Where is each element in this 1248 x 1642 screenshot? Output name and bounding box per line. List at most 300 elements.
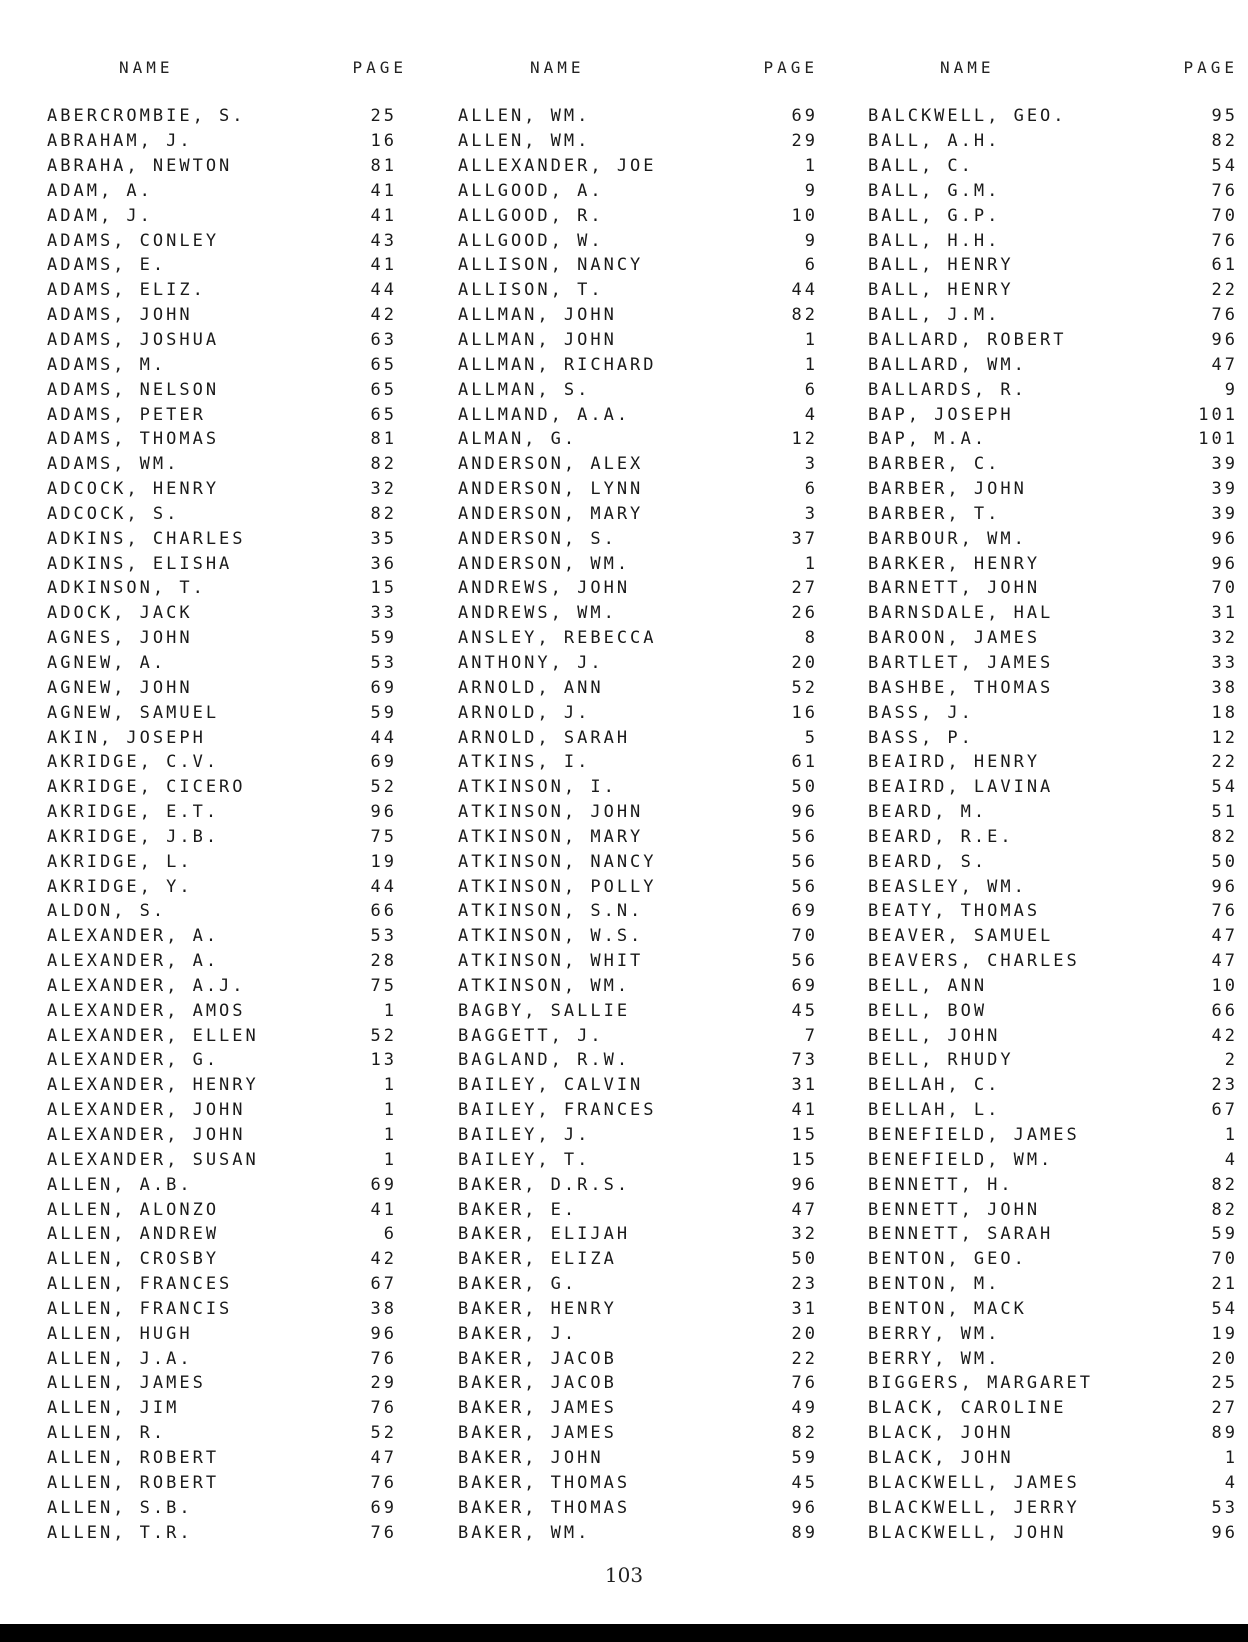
- entry-page: 96: [791, 1497, 818, 1518]
- entry-page: 1: [1224, 1447, 1238, 1468]
- page-header: PAGE: [352, 57, 407, 77]
- entry-page: 39: [1211, 503, 1238, 524]
- index-entry: [458, 601, 818, 626]
- index-entry: [47, 154, 397, 179]
- index-entry: [458, 502, 818, 527]
- entry-name: ATKINSON, JOHN: [458, 802, 644, 823]
- entry-name: ALEXANDER, G.: [47, 1050, 220, 1071]
- entry-page: 59: [791, 1447, 818, 1468]
- index-entry: [458, 104, 818, 129]
- entry-name: BALL, HENRY: [868, 280, 1014, 301]
- index-entry: [47, 1197, 397, 1222]
- entry-name: ATKINS, I.: [458, 752, 591, 773]
- entry-name: ADCOCK, S.: [47, 503, 180, 524]
- entry-name: ADAMS, NELSON: [47, 379, 220, 400]
- entry-page: 6: [383, 1224, 397, 1245]
- index-entry: [868, 1446, 1238, 1471]
- entry-page: 53: [1211, 1497, 1238, 1518]
- index-entry: [868, 477, 1238, 502]
- index-entry: [47, 328, 397, 353]
- entry-name: BALLARDS, R.: [868, 379, 1027, 400]
- index-entry: [868, 824, 1238, 849]
- entry-name: ALLMAN, RICHARD: [458, 354, 657, 375]
- index-entry: [458, 1321, 818, 1346]
- entry-page: 53: [370, 926, 397, 947]
- entry-page: 4: [1224, 1472, 1238, 1493]
- index-entry: [868, 179, 1238, 204]
- index-entry: [47, 1421, 397, 1446]
- entry-page: 27: [791, 578, 818, 599]
- entry-name: ATKINSON, I.: [458, 777, 617, 798]
- index-entry: [47, 601, 397, 626]
- index-entry: [458, 551, 818, 576]
- entry-name: BAKER, THOMAS: [458, 1497, 631, 1518]
- entry-name: BARBER, T.: [868, 503, 1001, 524]
- entry-page: 52: [370, 777, 397, 798]
- entry-page: 96: [1211, 876, 1238, 897]
- index-entry: [458, 949, 818, 974]
- index-entry: [47, 675, 397, 700]
- entry-page: 45: [791, 1000, 818, 1021]
- index-entry: [868, 899, 1238, 924]
- entry-name: AKRIDGE, CICERO: [47, 777, 246, 798]
- entry-name: ADKINS, ELISHA: [47, 553, 233, 574]
- entry-name: BENEFIELD, WM.: [868, 1149, 1054, 1170]
- entry-name: BARBOUR, WM.: [868, 528, 1027, 549]
- entry-name: ALLGOOD, R.: [458, 205, 604, 226]
- scan-border: [0, 1624, 1248, 1642]
- entry-page: 70: [1211, 205, 1238, 226]
- index-entry: [868, 974, 1238, 999]
- entry-page: 82: [791, 305, 818, 326]
- entry-page: 21: [1211, 1274, 1238, 1295]
- index-entry: [47, 129, 397, 154]
- index-entry: [458, 1123, 818, 1148]
- entry-name: BAKER, JOHN: [458, 1447, 604, 1468]
- entry-name: BELL, RHUDY: [868, 1050, 1014, 1071]
- entry-name: BASHBE, THOMAS: [868, 677, 1054, 698]
- index-entry: [47, 626, 397, 651]
- index-entry: [458, 750, 818, 775]
- index-entry: [458, 1048, 818, 1073]
- index-entry: [868, 377, 1238, 402]
- entry-name: ALLMAN, JOHN: [458, 330, 617, 351]
- index-entry: [868, 1346, 1238, 1371]
- entry-page: 4: [1224, 1149, 1238, 1170]
- entry-name: BALLARD, ROBERT: [868, 330, 1067, 351]
- index-entry: [47, 1272, 397, 1297]
- index-entry: [868, 651, 1238, 676]
- index-entry: [458, 526, 818, 551]
- entry-page: 65: [370, 379, 397, 400]
- entry-name: ALLISON, NANCY: [458, 255, 644, 276]
- entry-name: ALLEN, HUGH: [47, 1323, 193, 1344]
- index-entry: [458, 228, 818, 253]
- entry-page: 22: [1211, 752, 1238, 773]
- index-entry: [47, 179, 397, 204]
- entry-page: 41: [370, 205, 397, 226]
- entry-name: ATKINSON, POLLY: [458, 876, 657, 897]
- entry-name: BAKER, ELIZA: [458, 1249, 617, 1270]
- index-entry: [868, 949, 1238, 974]
- entry-page: 66: [1211, 1000, 1238, 1021]
- index-entry: [47, 849, 397, 874]
- entry-page: 82: [791, 1423, 818, 1444]
- entry-name: ADAMS, WM.: [47, 454, 180, 475]
- entry-page: 29: [370, 1373, 397, 1394]
- entry-page: 25: [1211, 1373, 1238, 1394]
- entry-page: 8: [804, 628, 818, 649]
- index-entry: [458, 1495, 818, 1520]
- entry-name: ADAMS, JOSHUA: [47, 330, 220, 351]
- entry-page: 76: [791, 1373, 818, 1394]
- entry-page: 18: [1211, 702, 1238, 723]
- index-entry: [458, 129, 818, 154]
- index-entry: [47, 303, 397, 328]
- entry-page: 69: [791, 975, 818, 996]
- entry-page: 13: [370, 1050, 397, 1071]
- index-entry: [458, 1073, 818, 1098]
- entry-page: 1: [383, 1149, 397, 1170]
- index-entry: [47, 1123, 397, 1148]
- entry-name: BAP, M.A.: [868, 429, 988, 450]
- entry-name: BAKER, ELIJAH: [458, 1224, 631, 1245]
- index-entry: [47, 750, 397, 775]
- index-entry: [458, 576, 818, 601]
- entry-page: 16: [791, 702, 818, 723]
- index-entry: [47, 427, 397, 452]
- entry-name: AGNEW, A.: [47, 652, 167, 673]
- entry-page: 56: [791, 826, 818, 847]
- index-entry: [47, 1446, 397, 1471]
- entry-page: 56: [791, 851, 818, 872]
- entry-name: ALLEN, FRANCES: [47, 1274, 233, 1295]
- entry-page: 32: [1211, 628, 1238, 649]
- entry-page: 76: [1211, 230, 1238, 251]
- name-header: NAME: [119, 57, 174, 77]
- entry-name: BARKER, HENRY: [868, 553, 1041, 574]
- entry-name: ALLEN, WM.: [458, 131, 591, 152]
- entry-page: 33: [1211, 652, 1238, 673]
- index-entry: [458, 675, 818, 700]
- entry-page: 45: [791, 1472, 818, 1493]
- entry-name: BARBER, JOHN: [868, 479, 1027, 500]
- index-entry: [47, 228, 397, 253]
- entry-name: ALLEN, J.A.: [47, 1348, 193, 1369]
- entry-name: BALL, HENRY: [868, 255, 1014, 276]
- index-entry: [868, 601, 1238, 626]
- entry-name: BALL, C.: [868, 156, 974, 177]
- entry-page: 1: [383, 1000, 397, 1021]
- entry-page: 1: [1224, 1125, 1238, 1146]
- index-entry: [458, 1470, 818, 1495]
- entry-name: ADAMS, THOMAS: [47, 429, 220, 450]
- entry-page: 47: [1211, 926, 1238, 947]
- index-entry: [47, 402, 397, 427]
- entry-page: 38: [1211, 677, 1238, 698]
- entry-name: ALLEN, CROSBY: [47, 1249, 220, 1270]
- index-entry: [458, 1197, 818, 1222]
- index-entry: [868, 278, 1238, 303]
- entry-name: BAILEY, T.: [458, 1149, 591, 1170]
- entry-name: BENNETT, JOHN: [868, 1199, 1041, 1220]
- index-entry: [458, 253, 818, 278]
- entry-page: 96: [791, 1174, 818, 1195]
- index-entry: [458, 377, 818, 402]
- index-entry: [47, 1147, 397, 1172]
- index-entry: [868, 1147, 1238, 1172]
- entry-name: ANTHONY, J.: [458, 652, 604, 673]
- entry-page: 75: [370, 975, 397, 996]
- entry-page: 39: [1211, 454, 1238, 475]
- index-entry: [868, 1272, 1238, 1297]
- index-entry: [458, 800, 818, 825]
- entry-page: 3: [804, 503, 818, 524]
- entry-name: ATKINSON, WM.: [458, 975, 631, 996]
- entry-name: ADAMS, JOHN: [47, 305, 193, 326]
- entry-name: AKRIDGE, E.T.: [47, 802, 220, 823]
- entry-name: ABRAHA, NEWTON: [47, 156, 233, 177]
- index-entry: [458, 899, 818, 924]
- index-entry: [47, 1346, 397, 1371]
- entry-page: 10: [1211, 975, 1238, 996]
- index-entry: [47, 949, 397, 974]
- index-entry: [458, 303, 818, 328]
- entry-name: BALL, G.P.: [868, 205, 1001, 226]
- index-entry: [458, 1297, 818, 1322]
- entry-page: 76: [370, 1398, 397, 1419]
- entry-name: BLACKWELL, JAMES: [868, 1472, 1080, 1493]
- entry-name: ARNOLD, SARAH: [458, 727, 631, 748]
- entry-name: ALLEN, JAMES: [47, 1373, 206, 1394]
- page-number: 103: [604, 1563, 644, 1587]
- entry-name: BARNETT, JOHN: [868, 578, 1041, 599]
- entry-name: ADAM, A.: [47, 180, 153, 201]
- index-entry: [47, 700, 397, 725]
- entry-page: 38: [370, 1298, 397, 1319]
- entry-page: 96: [1211, 330, 1238, 351]
- entry-page: 61: [1211, 255, 1238, 276]
- entry-page: 95: [1211, 106, 1238, 127]
- entry-name: BEARD, M.: [868, 802, 988, 823]
- entry-page: 65: [370, 404, 397, 425]
- entry-name: ALLEN, S.B.: [47, 1497, 193, 1518]
- name-header: NAME: [940, 57, 995, 77]
- entry-name: ANDERSON, MARY: [458, 503, 644, 524]
- entry-name: ALLEN, ROBERT: [47, 1447, 220, 1468]
- index-entry: [47, 452, 397, 477]
- entry-page: 15: [791, 1149, 818, 1170]
- index-entry: [458, 179, 818, 204]
- index-entry: [458, 1396, 818, 1421]
- entry-name: ARNOLD, J.: [458, 702, 591, 723]
- entry-page: 49: [791, 1398, 818, 1419]
- index-entry: [458, 452, 818, 477]
- index-entry: [47, 1247, 397, 1272]
- index-entry: [868, 750, 1238, 775]
- entry-name: ALEXANDER, SUSAN: [47, 1149, 259, 1170]
- entry-name: ADAMS, ELIZ.: [47, 280, 206, 301]
- entry-page: 44: [791, 280, 818, 301]
- index-entry: [47, 1520, 397, 1545]
- index-entry: [458, 154, 818, 179]
- entry-name: BENTON, M.: [868, 1274, 1001, 1295]
- entry-name: BENTON, GEO.: [868, 1249, 1027, 1270]
- entry-page: 12: [791, 429, 818, 450]
- entry-page: 96: [1211, 1522, 1238, 1543]
- index-entry: [458, 700, 818, 725]
- entry-page: 2: [1224, 1050, 1238, 1071]
- entry-page: 1: [804, 156, 818, 177]
- index-entry: [868, 998, 1238, 1023]
- index-entry: [868, 104, 1238, 129]
- entry-name: BEAIRD, LAVINA: [868, 777, 1054, 798]
- index-entry: [868, 203, 1238, 228]
- entry-name: BEATY, THOMAS: [868, 901, 1041, 922]
- index-entry: [868, 874, 1238, 899]
- index-entry: [458, 203, 818, 228]
- entry-name: ANDERSON, ALEX: [458, 454, 644, 475]
- index-entry: [458, 651, 818, 676]
- entry-name: BAKER, J.: [458, 1323, 578, 1344]
- entry-name: AKRIDGE, C.V.: [47, 752, 220, 773]
- index-entry: [868, 1520, 1238, 1545]
- index-entry: [868, 228, 1238, 253]
- entry-page: 96: [370, 802, 397, 823]
- entry-page: 15: [370, 578, 397, 599]
- entry-name: ALLEN, ROBERT: [47, 1472, 220, 1493]
- entry-page: 69: [370, 1497, 397, 1518]
- index-entry: [47, 800, 397, 825]
- entry-page: 73: [791, 1050, 818, 1071]
- entry-name: ADAM, J.: [47, 205, 153, 226]
- entry-page: 41: [370, 180, 397, 201]
- entry-page: 75: [370, 826, 397, 847]
- entry-name: ATKINSON, MARY: [458, 826, 644, 847]
- entry-name: BASS, J.: [868, 702, 974, 723]
- entry-name: ALLISON, T.: [458, 280, 604, 301]
- entry-name: BARNSDALE, HAL: [868, 603, 1054, 624]
- entry-name: BELLAH, C.: [868, 1075, 1001, 1096]
- entry-page: 47: [370, 1447, 397, 1468]
- entry-page: 76: [370, 1472, 397, 1493]
- entry-page: 67: [1211, 1100, 1238, 1121]
- entry-page: 22: [791, 1348, 818, 1369]
- entry-name: BLACK, JOHN: [868, 1423, 1014, 1444]
- entry-page: 50: [1211, 851, 1238, 872]
- entry-name: BARTLET, JAMES: [868, 652, 1054, 673]
- entry-page: 67: [370, 1274, 397, 1295]
- index-entry: [458, 1520, 818, 1545]
- entry-page: 52: [370, 1025, 397, 1046]
- index-entry: [47, 104, 397, 129]
- entry-name: ALLEN, WM.: [458, 106, 591, 127]
- entry-name: BEAVERS, CHARLES: [868, 951, 1080, 972]
- entry-name: BAKER, JAMES: [458, 1423, 617, 1444]
- entry-name: ALDON, S.: [47, 901, 167, 922]
- entry-name: ALLEN, JIM: [47, 1398, 180, 1419]
- entry-name: BLACKWELL, JOHN: [868, 1522, 1067, 1543]
- entry-page: 28: [370, 951, 397, 972]
- entry-name: ABERCROMBIE, S.: [47, 106, 246, 127]
- entry-page: 33: [370, 603, 397, 624]
- index-entry: [458, 775, 818, 800]
- index-entry: [458, 427, 818, 452]
- entry-name: BIGGERS, MARGARET: [868, 1373, 1093, 1394]
- index-entry: [868, 1396, 1238, 1421]
- index-entry: [868, 402, 1238, 427]
- entry-name: BENNETT, SARAH: [868, 1224, 1054, 1245]
- entry-name: ALEXANDER, JOHN: [47, 1100, 246, 1121]
- index-entry: [458, 1272, 818, 1297]
- entry-page: 44: [370, 876, 397, 897]
- entry-name: BAILEY, CALVIN: [458, 1075, 644, 1096]
- entry-name: BAKER, JACOB: [458, 1348, 617, 1369]
- entry-page: 59: [370, 628, 397, 649]
- entry-page: 23: [1211, 1075, 1238, 1096]
- entry-page: 65: [370, 354, 397, 375]
- entry-page: 31: [791, 1075, 818, 1096]
- entry-name: BEARD, R.E.: [868, 826, 1014, 847]
- entry-name: BAGLAND, R.W.: [458, 1050, 631, 1071]
- index-entry: [47, 1297, 397, 1322]
- index-entry: [47, 974, 397, 999]
- entry-page: 82: [1211, 826, 1238, 847]
- entry-page: 32: [370, 479, 397, 500]
- entry-page: 31: [791, 1298, 818, 1319]
- entry-page: 51: [1211, 802, 1238, 823]
- index-entry: [458, 1421, 818, 1446]
- column-header: [458, 56, 818, 78]
- entry-page: 37: [791, 528, 818, 549]
- index-entry: [458, 998, 818, 1023]
- entry-name: BAKER, G.: [458, 1274, 578, 1295]
- entry-page: 96: [370, 1323, 397, 1344]
- entry-name: BALL, H.H.: [868, 230, 1001, 251]
- entry-name: ABRAHAM, J.: [47, 131, 193, 152]
- column-header: [868, 56, 1238, 78]
- entry-name: BLACKWELL, JERRY: [868, 1497, 1080, 1518]
- entry-page: 42: [1211, 1025, 1238, 1046]
- entry-page: 9: [804, 230, 818, 251]
- entry-name: ALLMAND, A.A.: [458, 404, 631, 425]
- entry-page: 9: [804, 180, 818, 201]
- index-entry: [868, 1247, 1238, 1272]
- index-entry: [868, 800, 1238, 825]
- entry-name: ADAMS, CONLEY: [47, 230, 220, 251]
- index-entry: [47, 1172, 397, 1197]
- index-entry: [47, 899, 397, 924]
- index-entry: [868, 1197, 1238, 1222]
- entry-page: 1: [804, 354, 818, 375]
- entry-name: ALEXANDER, ELLEN: [47, 1025, 259, 1046]
- entry-page: 16: [370, 131, 397, 152]
- index-entry: [868, 1421, 1238, 1446]
- entry-name: BERRY, WM.: [868, 1323, 1001, 1344]
- entry-page: 70: [1211, 1249, 1238, 1270]
- entry-page: 1: [804, 330, 818, 351]
- entry-page: 1: [383, 1100, 397, 1121]
- entry-name: ALLEN, R.: [47, 1423, 167, 1444]
- index-entry: [868, 1321, 1238, 1346]
- entry-page: 63: [370, 330, 397, 351]
- index-entry: [868, 849, 1238, 874]
- index-entry: [47, 551, 397, 576]
- entry-page: 96: [1211, 553, 1238, 574]
- index-entry: [868, 154, 1238, 179]
- entry-page: 1: [383, 1125, 397, 1146]
- entry-page: 39: [1211, 479, 1238, 500]
